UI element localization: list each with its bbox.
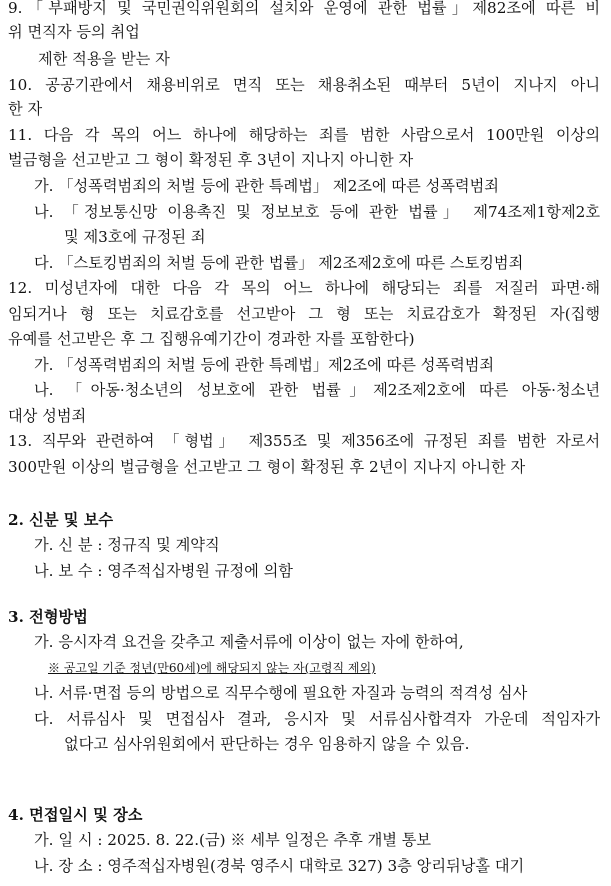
section-4-title: 4. 면접일시 및 장소 — [8, 806, 143, 824]
item-9-line-2: 위 면직자 등의 취업 — [8, 23, 140, 41]
item-12-line-3: 유예를 선고받은 후 그 집행유예기간이 경과한 자를 포함한다) — [8, 330, 415, 348]
item-10-line-2: 한 자 — [8, 100, 43, 118]
item-9-line-1: 9.「부패방지 및 국민권익위원회의 설치와 운영에 관한 법률」제82조에 따른 비 — [8, 0, 600, 17]
item-11-line-2: 벌금형을 선고받고 그 형이 확정된 후 3년이 지나지 아니한 자 — [8, 151, 414, 169]
section-2-pay: 나. 보 수 : 영주적십자병원 규정에 의함 — [34, 562, 293, 580]
section-3-sub-da-line-1: 다. 서류심사 및 면접심사 결과, 응시자 및 서류심사합격자 가운데 적임자가 — [34, 710, 600, 728]
section-3-sub-da-line-2: 없다고 심사위원회에서 판단하는 경우 임용하지 않을 수 있음. — [64, 735, 470, 753]
item-11-sub-ga: 가. 「성폭력범죄의 처벌 등에 관한 특례법」 제2조에 따른 성폭력범죄 — [34, 177, 499, 195]
item-11-sub-da: 다. 「스토킹범죄의 처벌 등에 관한 법률」 제2조제2호에 따른 스토킹범죄 — [34, 254, 524, 272]
item-12-sub-na-line-1: 나. 「아동·청소년의 성보호에 관한 법률」제2조제2호에 따른 아동·청소년 — [34, 381, 600, 399]
item-12-line-1: 12. 미성년자에 대한 다음 각 목의 어느 하나에 해당되는 죄를 저질러 파면·해 — [8, 279, 600, 297]
item-11-line-1: 11. 다음 각 목의 어느 하나에 해당하는 죄를 범한 사람으로서 100만원 이상의 — [8, 126, 600, 144]
section-3-sub-na: 나. 서류·면접 등의 방법으로 직무수행에 필요한 자질과 능력의 적격성 심사 — [34, 684, 528, 702]
item-11-sub-na-line-2: 및 제3호에 규정된 죄 — [64, 228, 206, 246]
item-11-sub-na-line-1: 나. 「정보통신망 이용촉진 및 정보보호 등에 관한 법률」 제74조제1항제2호 — [34, 203, 600, 221]
item-9-line-3: 제한 적용을 받는 자 — [38, 50, 170, 68]
item-12-sub-ga: 가. 「성폭력범죄의 처벌 등에 관한 특례법」제2조에 따른 성폭력범죄 — [34, 356, 495, 374]
item-13-line-1: 13. 직무와 관련하여 「형법」 제355조 및 제356조에 규정된 죄를 범한 자로서 — [8, 432, 600, 450]
item-12-line-2: 임되거나 형 또는 치료감호를 선고받아 그 형 또는 치료감호가 확정된 자(집행 — [8, 305, 600, 323]
item-12-sub-na-line-2: 대상 성범죄 — [8, 407, 87, 425]
item-13-line-2: 300만원 이상의 벌금형을 선고받고 그 형이 확정된 후 2년이 지나지 아니한 자 — [8, 458, 526, 476]
section-2-status: 가. 신 분 : 정규직 및 계약직 — [34, 536, 220, 554]
section-3-note: ※ 공고일 기준 정년(만60세)에 해당되지 않는 자(고령직 제외) — [48, 661, 376, 675]
section-3-title: 3. 전형방법 — [8, 608, 88, 626]
section-4-place: 나. 장 소 : 영주적십자병원(경북 영주시 대학로 327) 3층 앙리뒤낭홀 대기 — [34, 857, 525, 875]
item-10-line-1: 10. 공공기관에서 채용비위로 면직 또는 채용취소된 때부터 5년이 지나지 아니 — [8, 76, 600, 94]
section-3-sub-ga: 가. 응시자격 요건을 갖추고 제출서류에 이상이 없는 자에 한하여, — [34, 633, 464, 651]
section-4-date: 가. 일 시 : 2025. 8. 22.(금) ※ 세부 일정은 추후 개별 통보 — [34, 831, 432, 849]
section-2-title: 2. 신분 및 보수 — [8, 511, 114, 529]
